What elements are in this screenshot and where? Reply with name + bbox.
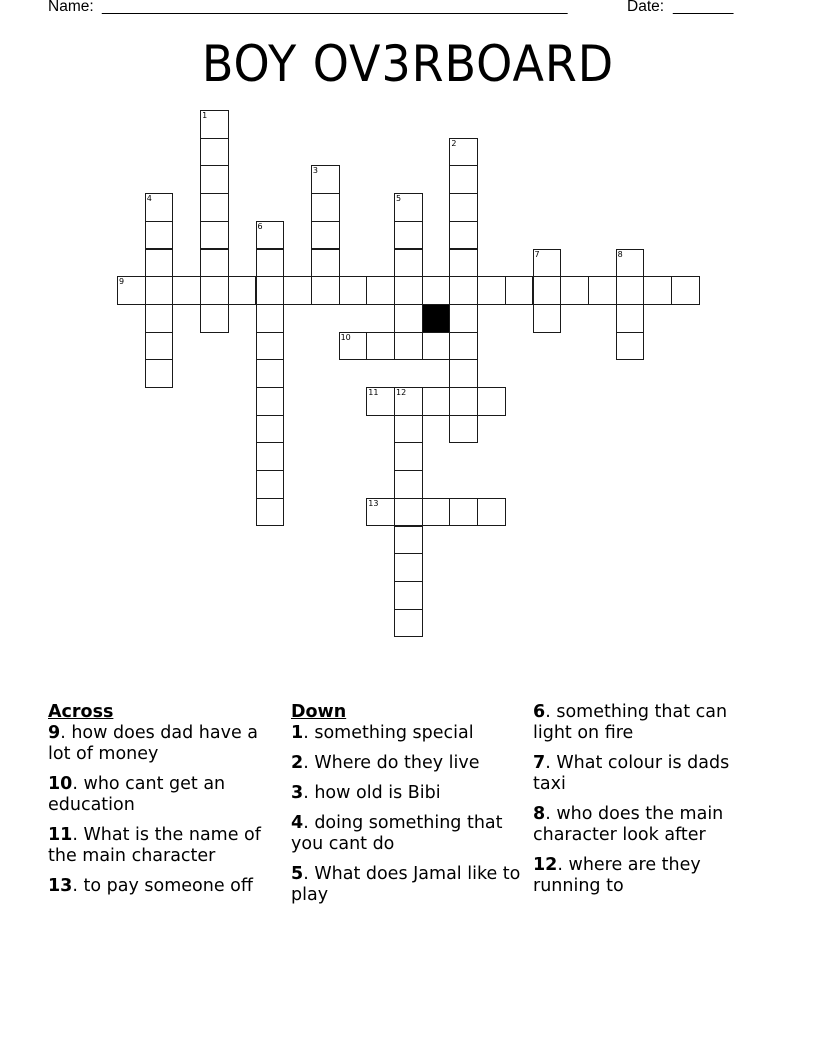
name-field[interactable]: ______________________________________________________ xyxy=(102,0,568,15)
clue-down-1: 1. something special xyxy=(291,723,474,743)
grid-cell[interactable] xyxy=(256,359,285,388)
grid-cell[interactable] xyxy=(394,581,423,610)
grid-cell[interactable] xyxy=(477,276,506,305)
grid-cell[interactable] xyxy=(671,276,700,305)
grid-cell[interactable] xyxy=(533,276,562,305)
grid-cell[interactable] xyxy=(200,304,229,333)
clue-number: 10 xyxy=(340,332,351,342)
grid-cell[interactable] xyxy=(256,276,285,305)
clue-down-8: 8. who does the main character look after xyxy=(533,804,724,845)
grid-cell[interactable] xyxy=(394,553,423,582)
clue-down-4: 4. doing something that you cant do xyxy=(291,813,503,854)
grid-cell[interactable] xyxy=(449,415,478,444)
grid-cell[interactable] xyxy=(311,221,340,250)
grid-cell[interactable] xyxy=(256,442,285,471)
clue-down-2: 2. Where do they live xyxy=(291,753,480,773)
name-label: Name: xyxy=(48,0,94,15)
clue-down-3: 3. how old is Bibi xyxy=(291,783,441,803)
grid-cell[interactable] xyxy=(200,221,229,250)
grid-cell[interactable] xyxy=(394,387,423,416)
grid-cell[interactable] xyxy=(394,609,423,638)
date-field[interactable]: _______ xyxy=(673,0,734,15)
grid-cell[interactable] xyxy=(394,249,423,278)
grid-cell[interactable] xyxy=(449,165,478,194)
grid-cell[interactable] xyxy=(449,498,478,527)
clue-across-11: 11. What is the name of the main character xyxy=(48,825,261,866)
black-cell xyxy=(422,304,451,333)
down-clues xyxy=(291,702,521,915)
grid-cell[interactable] xyxy=(339,332,368,361)
grid-cell[interactable] xyxy=(394,498,423,527)
grid-cell[interactable] xyxy=(394,304,423,333)
grid-cell[interactable] xyxy=(145,276,174,305)
grid-cell[interactable] xyxy=(200,110,229,139)
grid-cell[interactable] xyxy=(256,470,285,499)
grid-cell[interactable] xyxy=(449,221,478,250)
grid-cell[interactable] xyxy=(643,276,672,305)
clue-across-10: 10. who cant get an education xyxy=(48,774,226,815)
grid-cell[interactable] xyxy=(394,415,423,444)
clue-down-5: 5. What does Jamal like to play xyxy=(291,864,521,905)
grid-cell[interactable] xyxy=(394,332,423,361)
grid-cell[interactable] xyxy=(394,470,423,499)
grid-cell[interactable] xyxy=(366,332,395,361)
grid-cell[interactable] xyxy=(422,276,451,305)
grid-cell[interactable] xyxy=(339,276,368,305)
grid-cell[interactable] xyxy=(256,221,285,250)
clue-number: 13 xyxy=(368,498,379,508)
grid-cell[interactable] xyxy=(145,359,174,388)
clue-number: 1 xyxy=(202,111,208,120)
grid-cell[interactable] xyxy=(228,276,257,305)
grid-cell[interactable] xyxy=(449,387,478,416)
grid-cell[interactable] xyxy=(172,276,201,305)
clue-down-12: 12. where are they running to xyxy=(533,855,701,896)
grid-cell[interactable] xyxy=(256,304,285,333)
grid-cell[interactable] xyxy=(200,249,229,278)
grid-cell[interactable] xyxy=(394,526,423,555)
grid-cell[interactable] xyxy=(422,498,451,527)
grid-cell[interactable] xyxy=(200,193,229,222)
grid-cell[interactable] xyxy=(145,221,174,250)
grid-cell[interactable] xyxy=(449,276,478,305)
grid-cell[interactable] xyxy=(311,249,340,278)
grid-cell[interactable] xyxy=(616,304,645,333)
grid-cell[interactable] xyxy=(477,498,506,527)
grid-cell[interactable] xyxy=(256,387,285,416)
grid-cell[interactable] xyxy=(505,276,534,305)
grid-cell[interactable] xyxy=(366,387,395,416)
clue-number: 5 xyxy=(396,194,402,204)
grid-cell[interactable] xyxy=(394,221,423,250)
grid-cell[interactable] xyxy=(283,276,312,305)
grid-cell[interactable] xyxy=(477,387,506,416)
clue-across-13: 13. to pay someone off xyxy=(48,876,253,896)
grid-cell[interactable] xyxy=(616,332,645,361)
grid-cell[interactable] xyxy=(366,276,395,305)
puzzle-title: BOY OV3RBOARD xyxy=(201,35,615,93)
grid-cell[interactable] xyxy=(394,276,423,305)
grid-cell[interactable] xyxy=(256,332,285,361)
grid-cell[interactable] xyxy=(145,332,174,361)
clue-across-9: 9. how does dad have a lot of money xyxy=(48,723,258,764)
grid-cell[interactable] xyxy=(616,276,645,305)
grid-cell[interactable] xyxy=(449,249,478,278)
grid-cell[interactable] xyxy=(422,387,451,416)
date-label: Date: xyxy=(627,0,665,15)
across-heading: Across xyxy=(48,702,114,722)
clue-number: 11 xyxy=(368,388,379,397)
clue-down-6: 6. something that can light on fire xyxy=(533,702,728,743)
grid-cell[interactable] xyxy=(200,138,229,167)
clue-number: 12 xyxy=(396,388,407,397)
grid-cell[interactable] xyxy=(256,415,285,444)
grid-cell[interactable] xyxy=(366,498,395,527)
grid-cell[interactable] xyxy=(311,165,340,194)
clue-down-7: 7. What colour is dads taxi xyxy=(533,753,730,794)
grid-cell[interactable] xyxy=(449,332,478,361)
grid-cell[interactable] xyxy=(533,304,562,333)
clue-number: 2 xyxy=(451,138,457,148)
grid-cell[interactable] xyxy=(533,249,562,278)
grid-cell[interactable] xyxy=(449,304,478,333)
grid-cell[interactable] xyxy=(449,138,478,167)
grid-cell[interactable] xyxy=(200,276,229,305)
grid-cell[interactable] xyxy=(616,249,645,278)
grid-cell[interactable] xyxy=(422,332,451,361)
grid-cell[interactable] xyxy=(394,442,423,471)
clue-number: 9 xyxy=(119,277,125,287)
clue-number: 8 xyxy=(617,249,623,259)
grid-cell[interactable] xyxy=(449,193,478,222)
grid-cell[interactable] xyxy=(449,359,478,388)
grid-cell[interactable] xyxy=(145,193,174,222)
across-clues xyxy=(48,702,278,906)
grid-cell[interactable] xyxy=(311,276,340,305)
down-clues-continued xyxy=(533,702,763,906)
grid-cell[interactable] xyxy=(200,165,229,194)
clue-number: 4 xyxy=(146,194,152,204)
grid-cell[interactable] xyxy=(145,249,174,278)
grid-cell[interactable] xyxy=(560,276,589,305)
grid-cell[interactable] xyxy=(256,249,285,278)
grid-cell[interactable] xyxy=(117,276,146,305)
grid-cell[interactable] xyxy=(394,193,423,222)
clue-number: 7 xyxy=(534,249,540,259)
grid-cell[interactable] xyxy=(311,193,340,222)
down-heading: Down xyxy=(291,702,347,722)
clue-number: 6 xyxy=(257,221,263,231)
grid-cell[interactable] xyxy=(588,276,617,305)
clue-number: 3 xyxy=(312,166,318,176)
grid-cell[interactable] xyxy=(256,498,285,527)
grid-cell[interactable] xyxy=(145,304,174,333)
